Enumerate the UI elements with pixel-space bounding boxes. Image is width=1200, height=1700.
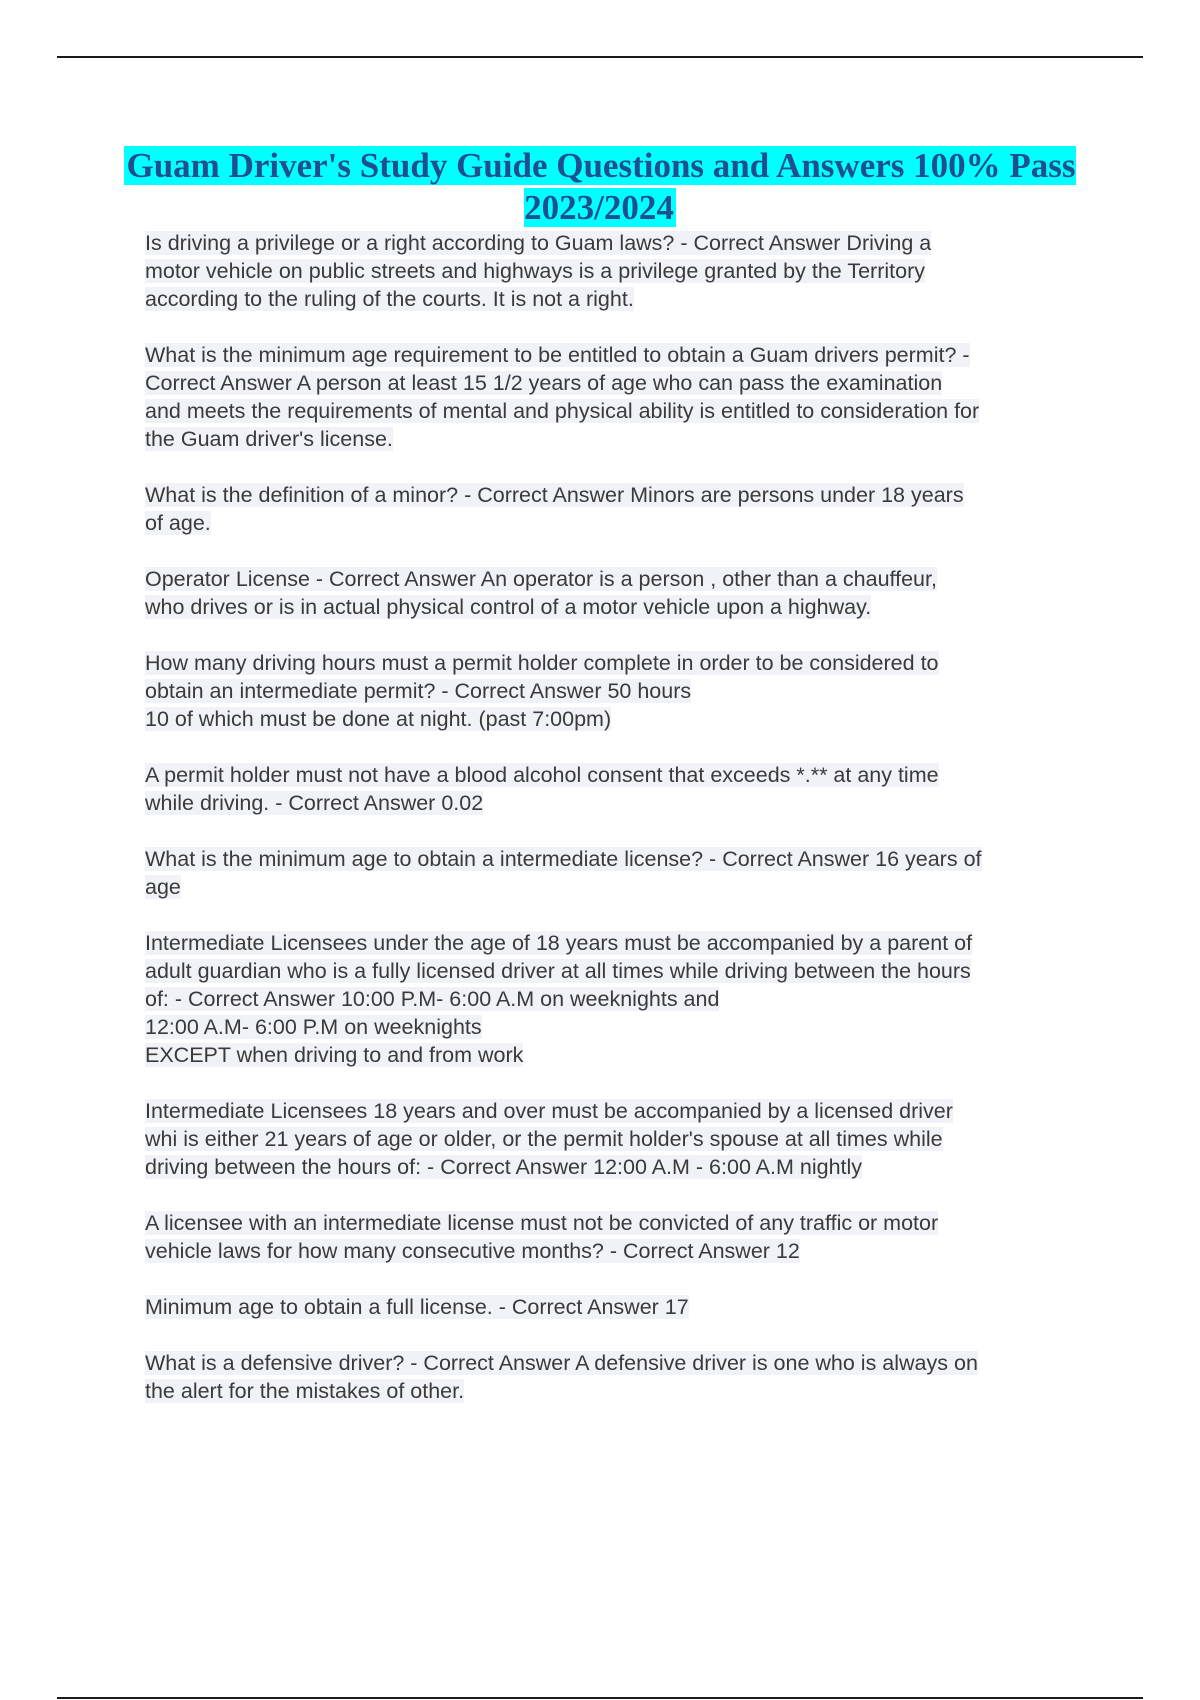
document-title-text: Guam Driver's Study Guide Questions and Answers 100% Pass 2023/2024 bbox=[126, 146, 1076, 227]
qa-item: A licensee with an intermediate license must not be convicted of any traffic or motor vehicle laws for how many consecutive months? - Correct Answer 12 bbox=[145, 1211, 939, 1263]
qa-item: Intermediate Licensees under the age of 18 years must be accompanied by a parent of adult guardian who is a fully licensed driver at all times while driving between the hours of: - Correct Answer 10:00 P.M- 6:00 A.M on weeknights and 12:00 A.M- 6:00 P.M on weeknights EXCEPT when driving to and from work bbox=[145, 931, 973, 1067]
qa-item: Minimum age to obtain a full license. - Correct Answer 17 bbox=[145, 1295, 689, 1319]
qa-item: Is driving a privilege or a right according to Guam laws? - Correct Answer Driving a motor vehicle on public streets and highways is a privilege granted by the Territory according to the ruling of the courts. It is not a right. bbox=[145, 231, 932, 311]
qa-item: What is the definition of a minor? - Correct Answer Minors are persons under 18 years of age. bbox=[145, 483, 964, 535]
qa-item: What is the minimum age to obtain a intermediate license? - Correct Answer 16 years of age bbox=[145, 847, 982, 899]
qa-list bbox=[145, 229, 1095, 1433]
document-title bbox=[100, 145, 1100, 229]
qa-item: A permit holder must not have a blood alcohol consent that exceeds *.** at any time while driving. - Correct Answer 0.02 bbox=[145, 763, 939, 815]
qa-item: What is the minimum age requirement to be entitled to obtain a Guam drivers permit? - Correct Answer A person at least 15 1/2 years of age who can pass the examination and meets the requirements of mental and physical ability is entitled to consideration for the Guam driver's license. bbox=[145, 343, 980, 451]
bottom-divider bbox=[57, 1697, 1143, 1699]
qa-item: Intermediate Licensees 18 years and over must be accompanied by a licensed driver whi is either 21 years of age or older, or the permit holder's spouse at all times while driving between the hours of: - Correct Answer 12:00 A.M - 6:00 A.M nightly bbox=[145, 1099, 953, 1179]
qa-item: How many driving hours must a permit holder complete in order to be considered to obtain an intermediate permit? - Correct Answer 50 hours 10 of which must be done at night. (past 7:00pm) bbox=[145, 651, 939, 731]
top-divider bbox=[57, 56, 1143, 58]
qa-item: What is a defensive driver? - Correct Answer A defensive driver is one who is always on the alert for the mistakes of other. bbox=[145, 1351, 978, 1403]
qa-item: Operator License - Correct Answer An operator is a person , other than a chauffeur, who drives or is in actual physical control of a motor vehicle upon a highway. bbox=[145, 567, 937, 619]
